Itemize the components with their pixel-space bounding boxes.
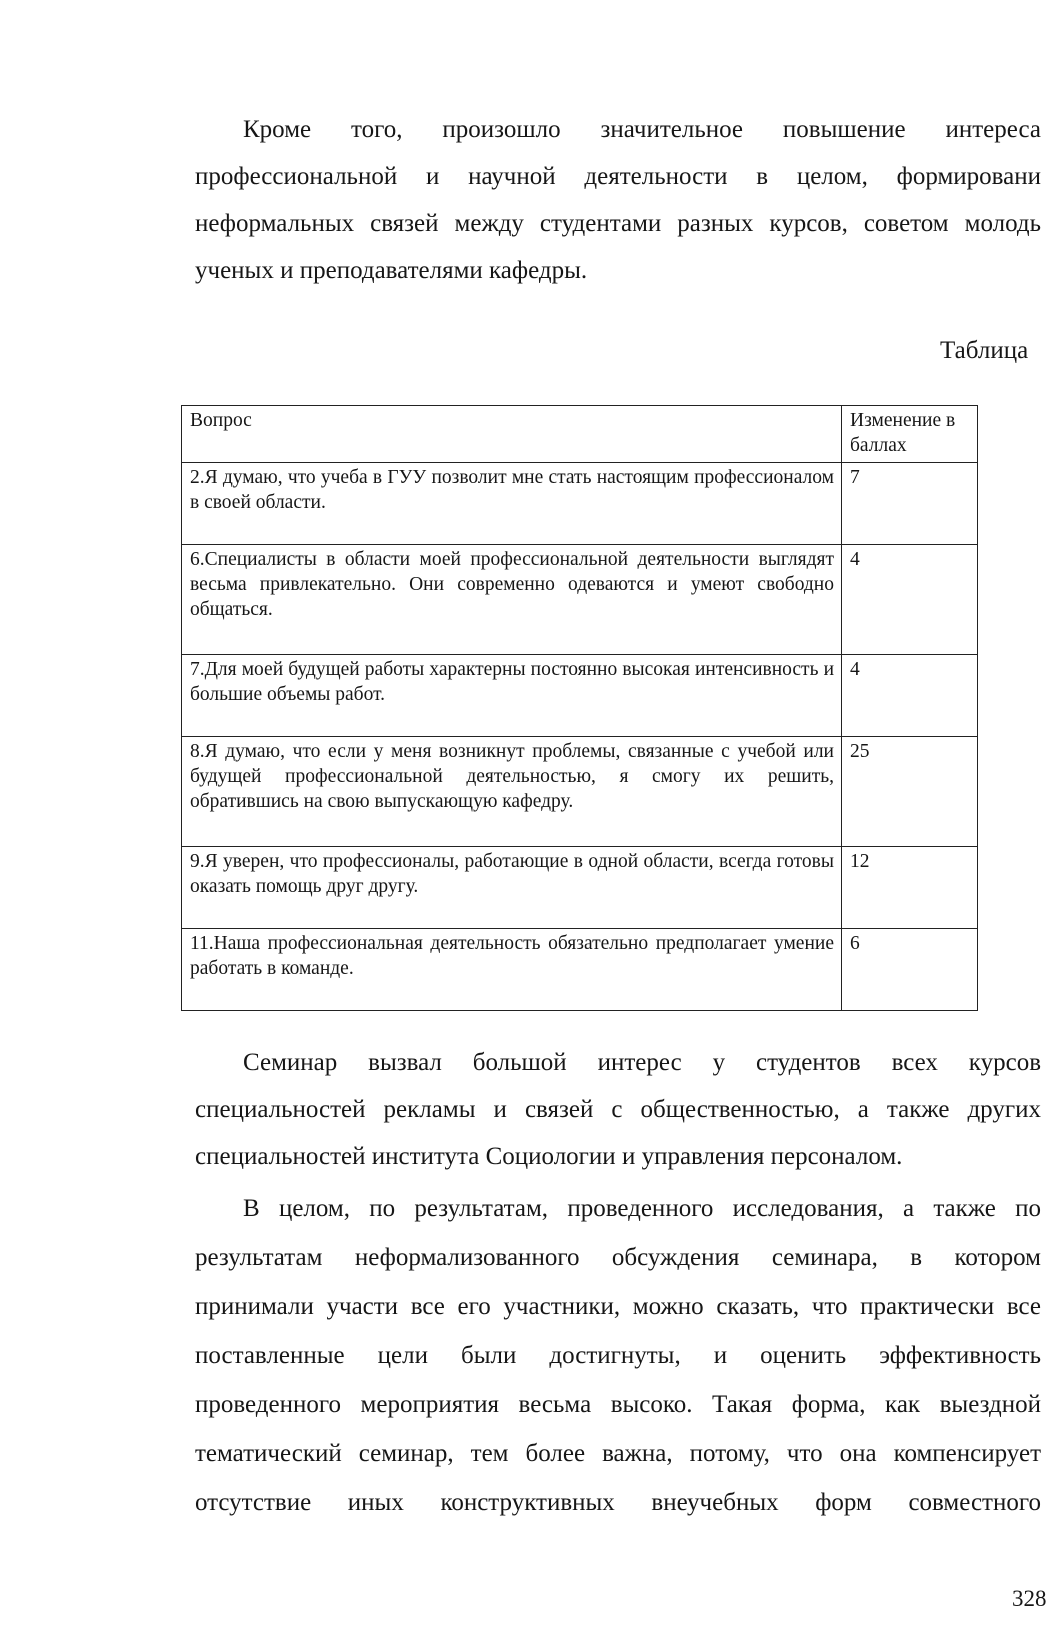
- paragraph1-line: Кроме того, произошло значительное повышение интереса: [243, 116, 1041, 143]
- paragraph1-line: профессиональной и научной деятельности в целом, формировани: [195, 163, 1041, 190]
- value-cell: 25: [842, 737, 978, 847]
- header-change: Изменение в баллах: [842, 406, 978, 463]
- question-cell: 6.Специалисты в области моей профессиональной деятельности выглядят весьма привлекательно. Они современно одеваются и умеют свободно общаться.: [182, 545, 842, 655]
- paragraph3-line: отсутствие иных конструктивных внеучебных форм совместного: [195, 1489, 1041, 1516]
- question-cell: 8.Я думаю, что если у меня возникнут проблемы, связанные с учебой или будущей профессиональной деятельностью, я смогу их решить, обратившись на свою выпускающую кафедру.: [182, 737, 842, 847]
- paragraph1-line: неформальных связей между студентами разных курсов, советом молодь: [195, 210, 1041, 237]
- table-row: [182, 545, 978, 655]
- paragraph2-line: Семинар вызвал большой интерес у студентов всех курсов: [243, 1049, 1041, 1076]
- table-row: [182, 847, 978, 929]
- value-cell: 4: [842, 655, 978, 737]
- table-row: [182, 655, 978, 737]
- page-number: 328: [1012, 1586, 1047, 1611]
- table-row: [182, 463, 978, 545]
- paragraph3-line: результатам неформализованного обсуждения семинара, в котором: [195, 1244, 1041, 1271]
- paragraph1-line: ученых и преподавателями кафедры.: [195, 257, 588, 284]
- paragraph3-line: В целом, по результатам, проведенного исследования, а также по: [243, 1195, 1041, 1222]
- value-cell: 7: [842, 463, 978, 545]
- value-cell: 6: [842, 929, 978, 1011]
- table-row: [182, 737, 978, 847]
- paragraph3-line: принимали участи все его участники, можно сказать, что практически все: [195, 1293, 1041, 1320]
- paragraph3-line: поставленные цели были достигнуты, и оценить эффективность: [195, 1342, 1041, 1369]
- value-cell: 4: [842, 545, 978, 655]
- question-cell: 2.Я думаю, что учеба в ГУУ позволит мне стать настоящим профессионалом в своей области.: [182, 463, 842, 545]
- table-row: [182, 929, 978, 1011]
- table-header-row: [182, 406, 978, 463]
- paragraph3-line: проведенного мероприятия весьма высоко. Такая форма, как выездной: [195, 1391, 1041, 1418]
- table-caption: Таблица: [940, 337, 1029, 364]
- question-cell: 9.Я уверен, что профессионалы, работающие в одной области, всегда готовы оказать помощь друг другу.: [182, 847, 842, 929]
- paragraph2-line: специальностей рекламы и связей с общественностью, а также других: [195, 1096, 1041, 1123]
- survey-table: [181, 405, 978, 1011]
- paragraph3-line: тематический семинар, тем более важна, потому, что она компенсирует: [195, 1440, 1041, 1467]
- header-question: Вопрос: [182, 406, 842, 463]
- question-cell: 11.Наша профессиональная деятельность обязательно предполагает умение работать в команде.: [182, 929, 842, 1011]
- value-cell: 12: [842, 847, 978, 929]
- paragraph2-line: специальностей института Социологии и управления персоналом.: [195, 1143, 903, 1170]
- question-cell: 7.Для моей будущей работы характерны постоянно высокая интенсивность и большие объемы работ.: [182, 655, 842, 737]
